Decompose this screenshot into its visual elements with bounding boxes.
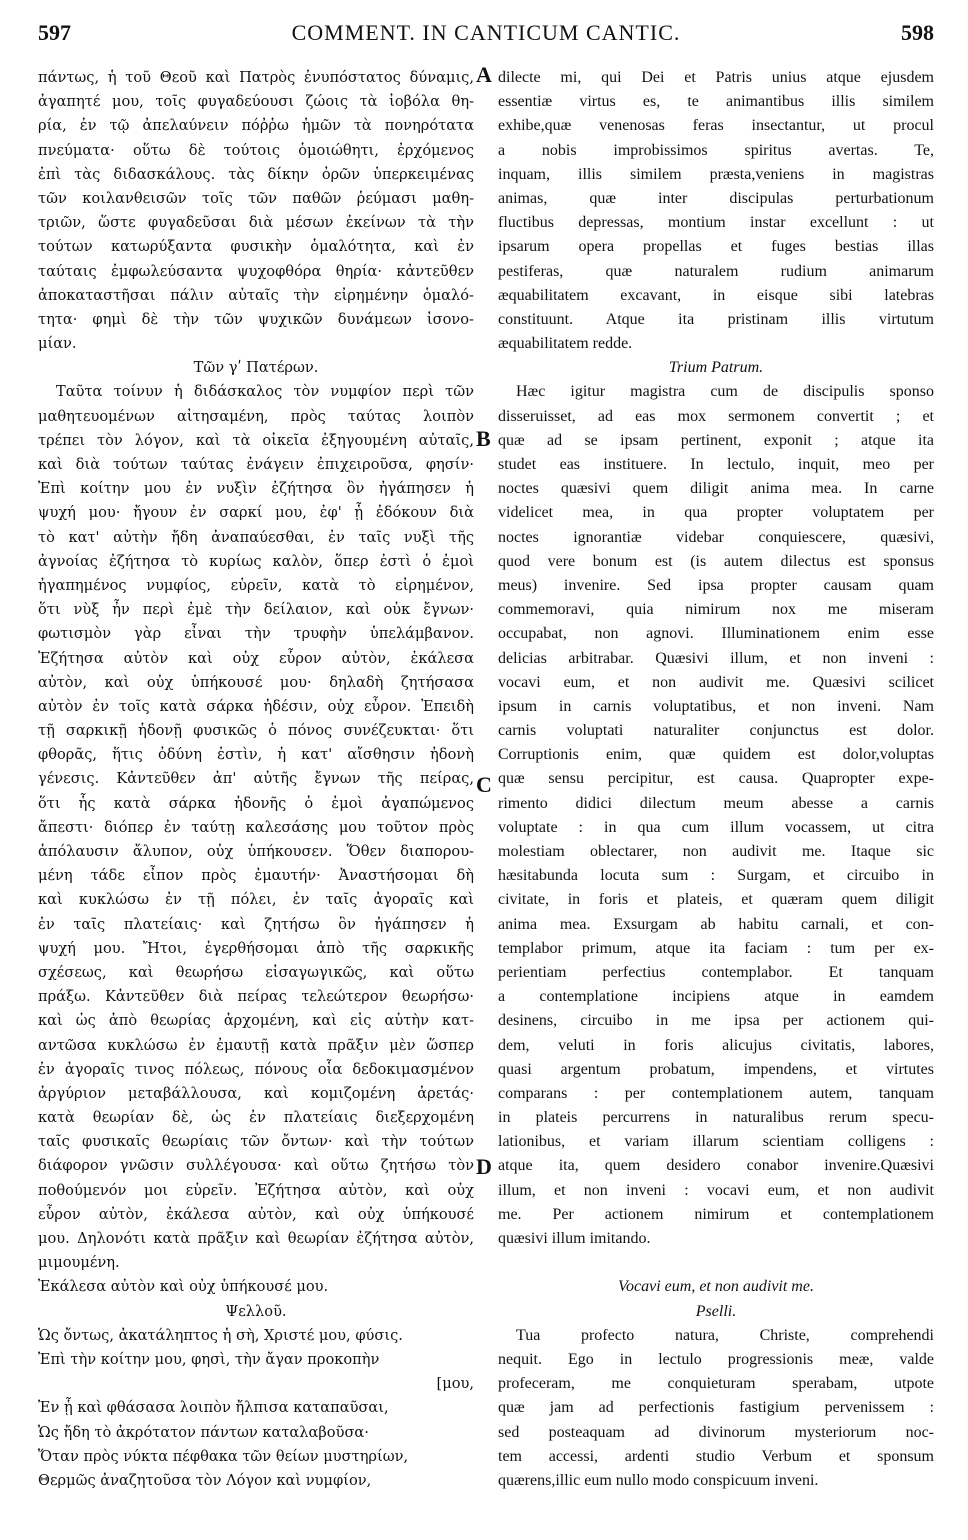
text-line: τητα· φημὶ δὲ τὴν τῶν ψυχικῶν δυνάμεων ἰσονο- (38, 310, 474, 328)
text-line: Tua profecto natura, Christe, comprehendi (516, 1326, 934, 1344)
text-line: τὸ κατ' αὐτὴν ἤδη ἀναπαύεσθαι, ἐν ταῖς νυξὶ τῆς (38, 528, 474, 546)
text-line: quæsivi illum imitando. (498, 1230, 651, 1247)
text-line: occupabat, non agnovi. Illuminationem enim esse (498, 625, 934, 643)
text-line: Ὡς ἤδη τὸ ἀκρότατον πάντων καταλαβοῦσα· (38, 1423, 369, 1441)
text-line: τούτων κατωρύξαντα φυσικὴν ὁμαλότητα, καὶ ἐν (38, 238, 474, 256)
text-line: ipsum in carnis voluptatibus, et non inveni. Nam (498, 697, 934, 715)
text-line: quasi argentum probatum, impendens, et virtutes (498, 1060, 934, 1078)
text-line: Vocavi eum, et non audivit me. (618, 1278, 814, 1296)
text-line: a nobis improbissimos spiritus avertas. Te, (498, 141, 934, 159)
text-line: me. Per actionem nimirum et contemplationem (498, 1205, 934, 1223)
text-line: animas, quæ inter discipulas perturbationum (498, 189, 934, 207)
page-header (38, 6, 934, 46)
text-line: studet eas instituere. In lectulo, inquit, meo per (498, 456, 934, 473)
text-line: civitate, in foris et plateis, et quæram quem diligit (498, 891, 934, 909)
text-line: æquabilitatem excavant, in eisque sibi latebras (498, 286, 934, 304)
text-line: molestiam oblectarer, non audivit me. Itaque sic (498, 843, 934, 860)
text-line: ἀγαπητέ μου, τοῖς φυγαδεύουσι ζώοις τὰ ἰοβόλα θη- (38, 93, 474, 111)
text-line: ταῖς φυσικαῖς θεωρίαις τῶν ὄντων· καὶ τὴν τούτων (38, 1133, 474, 1151)
text-line: μου. Δηλονότι κατὰ πρᾶξιν καὶ θεωρίαν ἐζήτησα αὐτὸν, (38, 1230, 474, 1247)
text-line: μίαν. (38, 335, 77, 353)
text-line: [μου, (436, 1375, 474, 1393)
text-line: Ἐν ᾗ καὶ φθάσασα λοιπὸν ἤλπισα καταπαῦσαι, (38, 1399, 389, 1417)
text-line: quæ ad se ipsam pertinent, exponit ; atque ita (498, 431, 934, 449)
text-line: templabor primum, atque ita faciam : tum per ex- (498, 939, 934, 957)
text-line: rimento didici dilectum meum abesse a carnis (498, 794, 934, 812)
text-line: quærens,illic eum nullo modo conspicuum inveni. (498, 1471, 819, 1489)
text-line: τῶν κοιλανθεισῶν τοῖς τῶν παθῶν ῥεύμασι μαθη- (38, 189, 474, 207)
text-line: αὐτὸν ἐν τοῖς κατὰ σάρκα ἡδέσιν, οὐχ εὗρον. Ἐπειδὴ (38, 697, 474, 715)
text-line: ὅτι νὺξ ἦν περὶ ἐμὲ τὴν δείλαιον, καὶ οὐκ ἔγνων· (38, 601, 474, 619)
text-line: Θερμῶς ἀναζητοῦσα τὸν Λόγον καὶ νυμφίον, (38, 1471, 372, 1489)
text-line: commemoravi, quia nimirum nox me miseram (498, 601, 934, 619)
text-line: ἠγαπημένος νυμφίος, εὑρεῖν, κατὰ τὸ εἰρημένον, (38, 576, 474, 594)
text-line: τρέπει τὸν λόγον, καὶ τὰ οἰκεῖα ἐξηγουμένη αὐταῖς, (38, 431, 474, 449)
text-line: fluctibus depressas, montium instar excellunt : ut (498, 214, 934, 232)
text-line: καὶ διὰ τούτων ταύτας ἐνάγειν ἐπιχειροῦσα, φησίν· (38, 456, 474, 473)
text-line: Ψελλοῦ. (225, 1302, 287, 1320)
page-number-left: 597 (38, 20, 71, 45)
text-line: illum, et non inveni : vocavi eum, et non audivit (498, 1181, 934, 1199)
text-line: ἐν ἀγοραῖς τινος πόλεως, πόνους οἷα δεδοκιμασμένον (38, 1060, 474, 1078)
margin-letter-a: A (476, 62, 492, 87)
text-line: delicias arbitrabar. Quæsivi illum, et non inveni : (498, 649, 934, 667)
running-title: COMMENT. IN CANTICUM CANTIC. (291, 20, 681, 45)
page-number-right: 598 (901, 20, 934, 45)
text-line: Ἐζήτησα αὐτὸν καὶ οὐχ εὗρον αὐτὸν, ἐκάλεσα (38, 649, 474, 667)
text-line: in plateis percurrens in naturalibus rerum specu- (498, 1109, 934, 1127)
text-line: καὶ κυκλώσω ἐν τῇ πόλει, ἐν ταῖς ἀγοραῖς καὶ (38, 891, 474, 909)
text-line: lationibus, et variam illarum scientiam colligens : (498, 1133, 934, 1151)
text-line: αὐτὸν, καὶ οὐχ ὑπήκουσέ μου· δηλαδὴ ζητήσασα (38, 673, 474, 691)
text-line: πάντως, ἡ τοῦ Θεοῦ καὶ Πατρὸς ἐνυπόστατος δύναμις, (38, 69, 474, 86)
text-line: nequit. Ego in lectulo progressionis meæ, valde (498, 1350, 934, 1368)
latin-column (498, 66, 934, 1493)
text-line: Ἐπὶ κοίτην μου ἐν νυξὶν ἐζήτησα ὃν ἠγάπησεν ἡ (38, 480, 474, 498)
text-line: Hæc igitur magistra cum de discipulis sponso (516, 383, 934, 401)
text-line: ὅτι ἧς κατὰ σάρκα ἡδονῆς ὁ ἐμοὶ ἀγαπώμενος (38, 794, 474, 812)
text-line: μιμουμένη. (38, 1254, 120, 1272)
text-line: vocavi eum, et non audivit me. Quæsivi scilicet (498, 673, 934, 691)
greek-column (38, 66, 474, 1493)
text-line: ταύταις ἐμφωλεύσαντα ψυχοφθόρα θηρία· κἀντεῦθεν (38, 262, 474, 280)
margin-letter-c: C (476, 772, 492, 797)
text-line: comparans : per contemplationem autem, tanquam (498, 1084, 934, 1102)
text-line: ἀργύριον μεταβάλλουσα, καὶ κομιζομένη ἀρετάς· (38, 1084, 474, 1102)
text-line: φθορᾶς, ἥτις ὀδύνη ἐστὶν, ἡ κατ' αἴσθησιν ἡδονὴ (38, 746, 474, 764)
text-line: atque ita, quem desidero conabor invenire.Quæsivi (498, 1157, 934, 1175)
text-line: ρία, ἐν τῷ ἀπελαύνειν πόῤῥω ἡμῶν τὰ πονηρότατα (38, 117, 474, 135)
text-line: pestiferas, quæ naturalem rudium animarum (498, 262, 934, 280)
text-line: videlicet mea, in qua propter voluptatem per (498, 504, 934, 522)
text-line: φωτισμὸν γὰρ εἶναι τὴν τρυφὴν ὑπελάμβανον. (38, 625, 474, 643)
text-line: ἀπόλαυσιν ἄλυπον, οὐχ ὑπήκουσεν. Ὅθεν διαπορου- (38, 843, 474, 860)
text-line: πνεύματα· οὕτω δὲ τούτοις ὁμοιώθητι, ἐρχόμενος (38, 141, 474, 159)
text-line: αντῶσα κυκλώσω ἐν ἐμαυτῇ κατὰ πρᾶξιν μὲν ὥσπερ (38, 1036, 474, 1054)
text-line: noctes ignorantiæ videbar conquiescere, quæsivi, (498, 528, 934, 546)
text-line: voluptate : in qua cum illum vocassem, ut citra (498, 818, 934, 836)
text-line: profeceram, me conquieturam sperabam, utpote (498, 1375, 934, 1393)
text-line: meus) invenire. Sed ipsa propter causam quam (498, 576, 934, 594)
text-line: Trium Patrum. (668, 359, 764, 377)
text-line: σχέσεως, καὶ θεωρήσω εἰσαγωγικῶς, καὶ οὕτω (38, 963, 474, 981)
text-line: dem, veluti in foris alicujus civitatis, labores, (498, 1036, 934, 1054)
text-line: quod vere bonum est (is autem dilectus est sponsus (498, 552, 934, 570)
text-line: διάφορον γνῶσιν συλλέγουσα· καὶ οὕτω ζητήσω τὸν (38, 1157, 474, 1175)
text-line: quæ jam ad perfectionis fastigium pervenissem : (498, 1399, 934, 1417)
text-line: Ταῦτα τοίνυν ἡ διδάσκαλος τὸν νυμφίον περὶ τῶν (56, 383, 474, 401)
text-line: inquam, illis similem præsta,veniens in magistras (498, 165, 934, 183)
text-line: καὶ ὡς ἀπὸ θεωρίας ἀρχομένη, καὶ εἰς αὐτὴν κατ- (38, 1012, 474, 1030)
text-line: τῇ σαρκικῇ ἡδονῇ φυσικῶς ὁ πόνος συνέζευκται· ὅτι (38, 722, 474, 740)
text-line: Ἐκάλεσα αὐτὸν καὶ οὐχ ὑπήκουσέ μου. (38, 1278, 329, 1296)
text-line: ἀποκαταστῆσαι πάλιν αὐταῖς τὴν εἰρημένην ὁμαλό- (38, 286, 474, 304)
margin-letter-b: B (476, 426, 491, 451)
text-line: ἄπεστι· διόπερ ἐν ταύτῃ καλεσάσης μου τοῦτον πρὸς (38, 818, 474, 836)
text-line: γένεσις. Κἀντεῦθεν ἀπ' αὐτῆς ἔγνων τῆς πείρας, (38, 770, 474, 788)
text-line: Ὅταν πρὸς νύκτα πέφθακα τῶν θείων μυστηρίων, (38, 1447, 409, 1465)
text-line: ἐν ταῖς πλατείαις· καὶ ζητήσω ὃν ἠγάπησεν ἡ (38, 915, 474, 933)
text-line: πράξω. Κἀντεῦθεν διὰ πείρας τελεώτερον θεωρήσω· (38, 988, 474, 1006)
text-line: æquabilitatem redde. (498, 335, 633, 353)
text-line: ἀγνοίας ἐζήτησα τὸ κυρίως καλὸν, ὅπερ ἐστὶ ὁ ἐμοὶ (38, 552, 474, 570)
text-line: ψυχή μου. Ἤτοι, ἐγερθήσομαι ἀπὸ τῆς σαρκικῆς (38, 939, 474, 957)
text-line: εὗρον αὐτὸν, ἐκάλεσα αὐτὸν, καὶ οὐχ ὑπήκουσέ (38, 1205, 474, 1223)
text-line: essentiæ virtus es, te animantibus illis similem (498, 93, 934, 111)
text-line: ψυχή μου· ἤγουν ἐν σαρκί μου, ἐφ' ᾗ ἐδόκουν διὰ (38, 504, 474, 522)
text-line: disseruisset, ad eas mox sermonem convertit ; et (498, 407, 934, 425)
text-line: a contemplatione incipiens atque in eamdem (498, 988, 934, 1006)
text-line: exhibe,quæ venenosas feras insectantur, ut procul (498, 117, 934, 135)
text-line: Corruptionis enim, quæ quidem est dolor,voluptas (498, 746, 934, 764)
text-line: Ὡς ὄντως, ἀκατάληπτος ἡ σὴ, Χριστέ μου, φύσις. (38, 1326, 403, 1344)
text-line: noctes quæsivi quem diligit anima mea. In carne (498, 480, 934, 498)
text-line: constituunt. Atque ita pristinam illis virtutum (498, 310, 934, 328)
text-line: desinens, circuibo in me ipsa per actionem qui- (498, 1012, 934, 1030)
text-line: Τῶν γʹ Πατέρων. (193, 359, 319, 377)
text-line: anima mea. Exsurgam ab habitu carnali, et con- (498, 915, 934, 933)
text-line: Ἐπὶ τὴν κοίτην μου, φησὶ, τὴν ἄγαν προκοπὴν (38, 1350, 380, 1368)
text-line: carnis voluptati naturaliter conjunctus est dolor. (498, 722, 934, 740)
text-line: μένη τάδε εἶπον πρὸς ἐμαυτήν· Ἀναστήσομαι δὴ (38, 867, 474, 885)
text-line: tem accessi, ardenti studio Verbum et sponsum (498, 1447, 934, 1465)
text-line: Pselli. (695, 1302, 737, 1320)
text-line (498, 1251, 934, 1275)
text-line: hæsitabunda locuta sum : Surgam, et circuibo in (498, 867, 934, 885)
text-line: quæ sensu percipitur, est causa. Quapropter expe- (498, 770, 934, 788)
margin-letter-d: D (476, 1154, 492, 1179)
text-line: ipsarum opera propellas et fuges bestias illas (498, 238, 934, 256)
text-line: ποθούμενόν μοι εὑρεῖν. Ἐζήτησα αὐτὸν, καὶ οὐχ (38, 1181, 474, 1199)
text-line: τριῶν, ὥστε φυγαδεῦσαι διὰ μέσων ἐκείνων τὰ τὴν (38, 214, 474, 232)
text-line: sed posteaquam ad divinorum mysteriorum noc- (498, 1423, 934, 1441)
text-line: μαθητευομένων αἰτησαμένη, πρὸς ταύτας λοιπὸν (38, 407, 474, 425)
text-line: perientiam perfectius contemplabor. Et tanquam (498, 963, 934, 981)
text-line: ἐπὶ τὰς διδασκάλους. τὰς δίκην ὀρῶν ὑπερκειμένας (38, 165, 474, 183)
text-line: dilecte mi, qui Dei et Patris unius atque ejusdem (498, 69, 934, 86)
text-line: κατὰ θεωρίαν δὲ, ὡς ἐν πλατείαις διεξερχομένη (38, 1109, 474, 1127)
